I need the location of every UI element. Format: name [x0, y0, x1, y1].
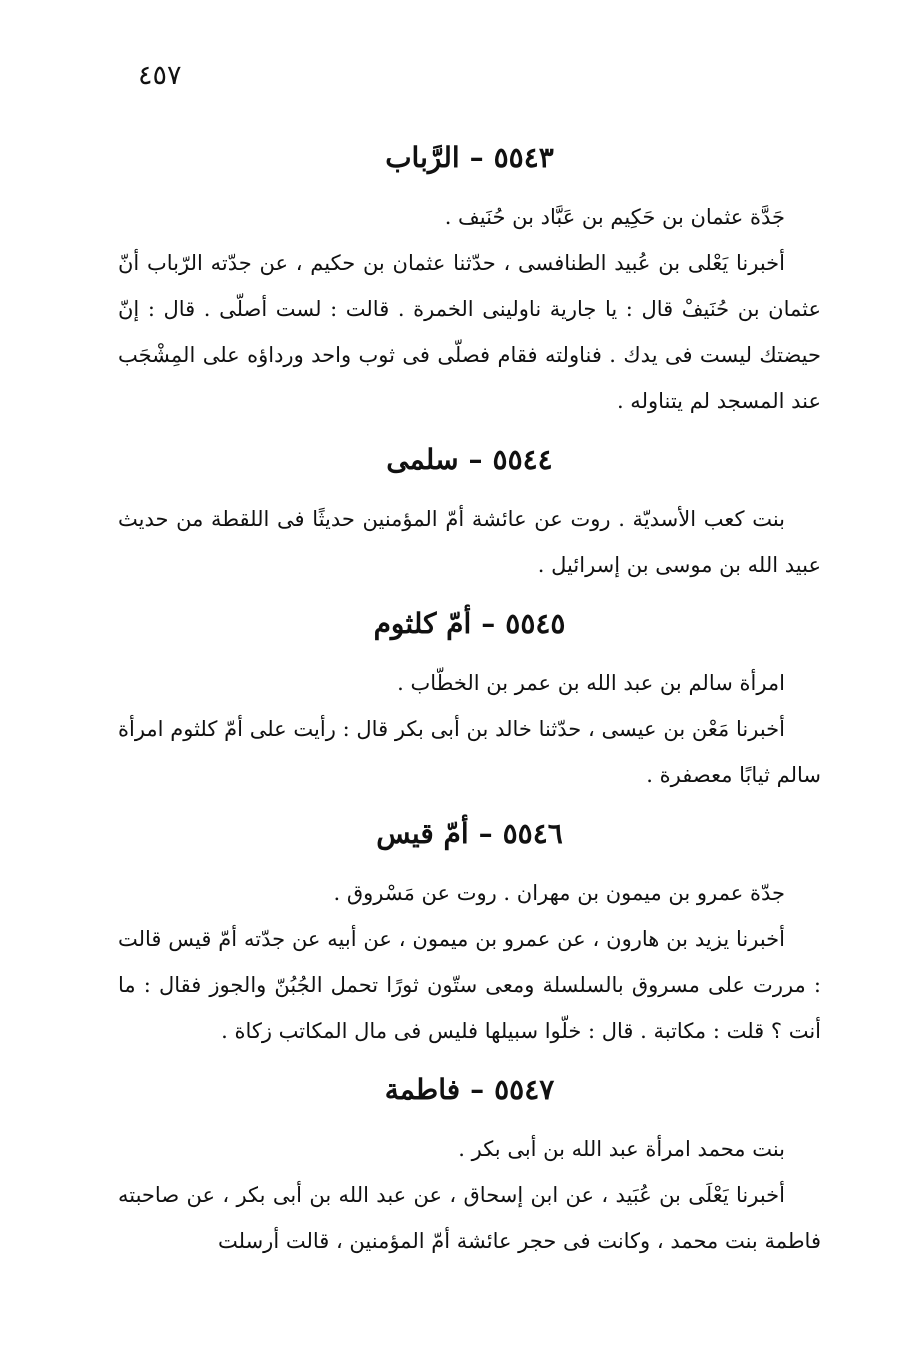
entry-number: ٥٥٤٧	[494, 1073, 555, 1106]
heading-dash: –	[478, 817, 493, 850]
entry-number: ٥٥٤٤	[492, 443, 553, 476]
entry-paragraph: بنت محمد امرأة عبد الله بن أبى بكر .	[458, 1137, 785, 1161]
entry-name: الرَّباب	[385, 141, 460, 174]
entry-heading	[118, 1068, 821, 1112]
entry-name: فاطمة	[384, 1073, 461, 1106]
heading-dash: –	[468, 443, 483, 476]
heading-dash: –	[481, 607, 496, 640]
entry-name: أمّ كلثوم	[373, 607, 472, 640]
entry-paragraph: جَدَّة عثمان بن حَكِيم بن عَبَّاد بن حُنَيف .	[444, 205, 785, 229]
entry-paragraph: بنت كعب الأسديّة . روت عن عائشة أمّ المؤمنين حديثًا فى اللقطة من حديث عبيد الله بن موسى بن إسرائيل .	[118, 507, 821, 577]
entry-number: ٥٥٤٣	[493, 141, 554, 174]
entry-number: ٥٥٤٥	[505, 607, 566, 640]
page-number: ٤٥٧	[138, 60, 182, 91]
entry-name: سلمى	[386, 443, 459, 476]
entry-heading	[118, 812, 821, 856]
heading-dash: –	[469, 141, 484, 174]
entry-heading	[118, 602, 821, 646]
entry-paragraph: جدّة عمرو بن ميمون بن مهران . روت عن مَسْروق .	[333, 881, 785, 905]
heading-dash: –	[470, 1073, 485, 1106]
entry-paragraph: أخبرنا يَعْلى بن عُبيد الطنافسى ، حدّثنا عثمان بن حكيم ، عن جدّته الرّباب أنّ عثمان بن حُنَيفْ قال : يا جارية ناولينى الخمرة . قالت : لست أصلّى . قال : إنّ حيضتك ليست فى يدك . فناولته فقام فصلّى فى ثوب واحد ورداؤه على المِشْجَب عند المسجد لم يتناوله .	[118, 251, 821, 413]
entry-name: أمّ قيس	[376, 817, 469, 850]
entry-paragraph: أخبرنا مَعْن بن عيسى ، حدّثنا خالد بن أبى بكر قال : رأيت على أمّ كلثوم امرأة سالم ثيابًا معصفرة .	[118, 717, 821, 787]
entry-paragraph: أخبرنا يَعْلَى بن عُبَيد ، عن ابن إسحاق ، عن عبد الله بن أبى بكر ، عن صاحبته فاطمة بنت محمد ، وكانت فى حجر عائشة أمّ المؤمنين ، قالت أرسلت	[118, 1183, 821, 1253]
page-content	[118, 136, 821, 1264]
entry-heading	[118, 136, 821, 180]
entry-paragraph: أخبرنا يزيد بن هارون ، عن عمرو بن ميمون ، عن أبيه عن جدّته أمّ قيس قالت : مررت على مسروق بالسلسلة ومعى ستّون ثورًا تحمل الجُبُنّ والجوز فقال : ما أنت ؟ قلت : مكاتبة . قال : خلّوا سبيلها فليس فى مال المكاتب زكاة .	[118, 927, 821, 1043]
entry-heading	[118, 438, 821, 482]
entry-number: ٥٥٤٦	[502, 817, 563, 850]
entry-paragraph: امرأة سالم بن عبد الله بن عمر بن الخطّاب .	[397, 671, 785, 695]
